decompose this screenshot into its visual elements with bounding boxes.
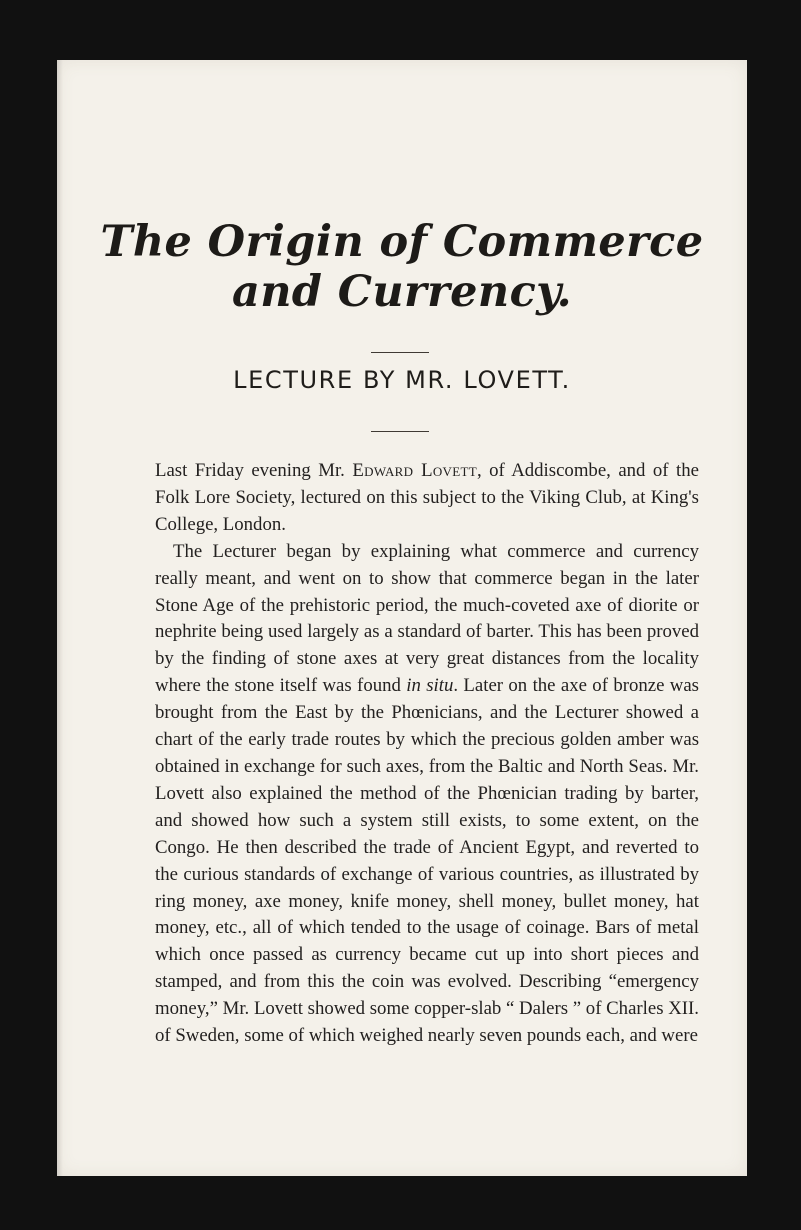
paragraph-1-text-b: , of Addiscombe, and of the Folk Lore Society, lectured on this subject to the Viking Club, at King's College, London. bbox=[155, 460, 699, 535]
paragraph-1 bbox=[155, 458, 699, 539]
italic-phrase: in situ bbox=[406, 675, 454, 697]
paragraph-2-text-a: The Lecturer began by explaining what commerce and currency really meant, and went on to show that commerce began in the later Stone Age of the prehistoric period, the much-coveted axe of diorite or nephrite being used largely as a standard of barter. This has been proved by the finding of stone axes at very great distances from the locality where the stone itself was found bbox=[155, 540, 699, 697]
top-divider bbox=[371, 352, 429, 353]
paragraph-1-text-a: Last Friday evening Mr. bbox=[155, 460, 353, 481]
lecture-heading: LECTURE BY MR. LOVETT. bbox=[233, 366, 571, 394]
bottom-divider bbox=[371, 431, 429, 432]
paragraph-2-text-b: . Later on the axe of bronze was brought from the East by the Phœnicians, and the Lecturer showed a chart of the early trade routes by which the precious golden amber was obtained in exchange for such axes, from the Baltic and North Seas. Mr. Lovett also explained the method of the Phœnician trading by barter, and showed how such a system still exists, to some extent, on the Congo. He then described the trade of Ancient Egypt, and reverted to the curious standards of exchange of various countries, as illustrated by ring money, axe money, knife money, shell money, bullet money, hat money, etc., all of which tended to the usage of coinage. Bars of metal which once passed as currency became cut up into short pieces and stamped, and from this the coin was evolved. Describing “emergency money,” Mr. Lovett showed some copper-slab “ Dalers ” of Charles XII. of Sweden, some of which weighed nearly seven pounds each, and were bbox=[155, 675, 699, 1047]
document-page bbox=[57, 60, 747, 1176]
document-title bbox=[57, 218, 747, 318]
lecturer-name: Edward Lovett bbox=[352, 460, 477, 481]
article-body bbox=[155, 458, 699, 1050]
title-line-2: and Currency. bbox=[232, 266, 572, 317]
paragraph-2 bbox=[155, 539, 699, 1050]
title-line-1: The Origin of Commerce bbox=[100, 217, 704, 267]
